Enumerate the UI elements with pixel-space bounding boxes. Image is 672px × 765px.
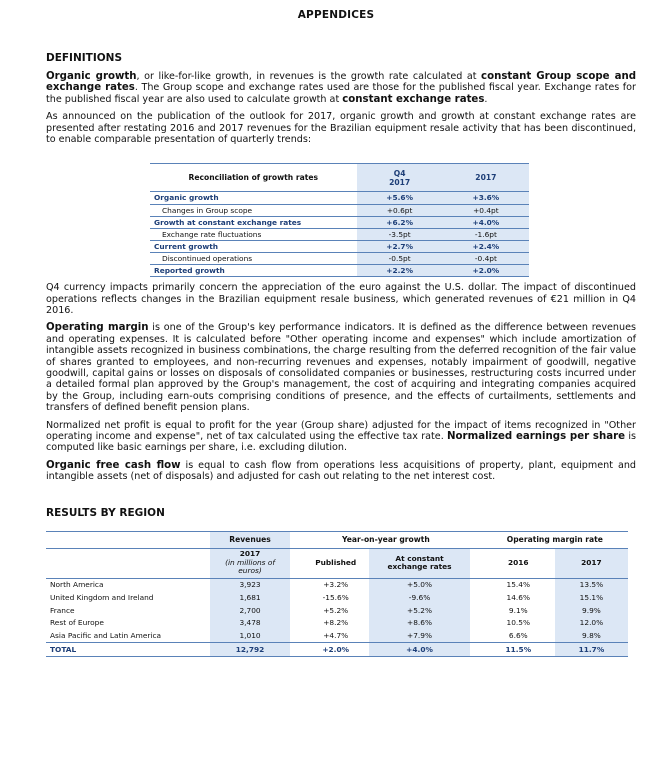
- region-sub-published: Published: [302, 548, 369, 578]
- fcf-paragraph: [46, 460, 636, 483]
- region-row-revenues: 2,700: [210, 604, 290, 617]
- recon-header-q4-line1: Q4: [393, 168, 406, 178]
- region-row-label: Rest of Europe: [50, 618, 104, 628]
- recon-row-label: Discontinued operations: [150, 252, 357, 264]
- region-sub-constant-2: exchange rates: [387, 562, 452, 572]
- normalized-text-2: is computed like basic earnings per share, i.e. excluding dilution.: [46, 430, 636, 454]
- region-row-published: +5.2%: [323, 605, 349, 615]
- region-row-published: +4.7%: [323, 630, 349, 640]
- region-heading: RESULTS BY REGION: [46, 506, 165, 519]
- region-sub-revenues: [210, 548, 290, 578]
- region-row-m2016: 15.4%: [506, 580, 531, 590]
- recon-row-label: Exchange rate fluctuations: [150, 228, 357, 240]
- region-row-m2016: 14.6%: [506, 592, 531, 602]
- recon-header-label: Reconciliation of growth rates: [150, 164, 357, 192]
- region-sub-rev-unit-2: euros): [238, 566, 262, 576]
- region-row-constant: +5.0%: [369, 578, 469, 591]
- region-row-m2016: 9.1%: [508, 605, 528, 615]
- organic-growth-paragraph: [46, 71, 636, 105]
- recon-row-label: Current growth: [150, 240, 357, 252]
- fcf-text: is equal to cash flow from operations less acquisitions of property, plant, equipment and intangible assets (net of disposals) and adjusted for cash out relating to the net interest cost.: [46, 459, 637, 483]
- region-total-published: +2.0%: [302, 642, 369, 656]
- fcf-term: Organic free cash flow: [46, 459, 181, 471]
- region-row-constant: +8.6%: [369, 616, 469, 629]
- normalized-eps-term: Normalized earnings per share: [447, 430, 626, 442]
- region-row-m2017: 15.1%: [555, 591, 628, 604]
- region-row-published: +3.2%: [323, 580, 349, 590]
- region-total-m2016: 11.5%: [482, 642, 555, 656]
- region-row-m2016: 10.5%: [506, 618, 531, 628]
- region-row-m2017: 9.9%: [555, 604, 628, 617]
- definitions-heading: DEFINITIONS: [46, 52, 123, 64]
- region-row-m2017: 12.0%: [555, 616, 628, 629]
- recon-header-q4: [357, 164, 443, 192]
- region-total-m2017: 11.7%: [555, 642, 628, 656]
- recon-row-2017: -0.4pt: [443, 252, 529, 264]
- recon-row-q4: +2.7%: [357, 240, 443, 252]
- recon-row-fx-fluctuations: [150, 228, 529, 240]
- recon-row-q4: +5.6%: [357, 192, 443, 204]
- region-sub-constant: [369, 548, 469, 578]
- operating-margin-term: Operating margin: [46, 322, 149, 334]
- document-body: [46, 52, 636, 657]
- recon-row-2017: +3.6%: [443, 192, 529, 204]
- organic-growth-text-2: . The Group scope and exchange rates used are those for the published fiscal year. Exchange rates for the published fiscal year are also used to calculate growth at: [46, 82, 636, 105]
- organic-growth-text-3: .: [484, 93, 488, 105]
- organic-growth-term: Organic growth: [46, 71, 137, 82]
- organic-growth-bold-2: constant exchange rates: [342, 93, 485, 105]
- region-row-rest-of-europe: [46, 616, 628, 629]
- region-row-label: United Kingdom and Ireland: [50, 592, 154, 602]
- recon-row-2017: +0.4pt: [443, 204, 529, 216]
- region-row-m2017: 13.5%: [555, 578, 628, 591]
- region-row-published: +8.2%: [323, 618, 349, 628]
- region-row-label: Asia Pacific and Latin America: [50, 630, 162, 640]
- recon-row-q4: +0.6pt: [357, 204, 443, 216]
- region-group-yoy: Year-on-year growth: [302, 531, 470, 548]
- region-row-published: -15.6%: [322, 592, 349, 602]
- region-total-revenues: 12,792: [210, 642, 290, 656]
- region-row-constant: +5.2%: [369, 604, 469, 617]
- region-row-france: [46, 604, 628, 617]
- recon-header-q4-line2: 2017: [389, 177, 411, 187]
- recon-row-2017: +4.0%: [443, 216, 529, 228]
- region-row-north-america: [46, 578, 628, 591]
- region-corner-cell: [46, 531, 210, 548]
- organic-growth-bold-1: constant Group scope and exchange rates: [46, 71, 636, 94]
- normalized-paragraph: [46, 420, 636, 454]
- region-row-constant: -9.6%: [369, 591, 469, 604]
- reconciliation-table-wrapper: [150, 163, 529, 277]
- recon-row-label: Growth at constant exchange rates: [150, 216, 357, 228]
- recon-row-q4: +6.2%: [357, 216, 443, 228]
- recon-row-reported-growth: [150, 265, 529, 277]
- reconciliation-table: [150, 163, 529, 277]
- region-sub-2016: 2016: [482, 548, 555, 578]
- region-row-revenues: 1,010: [210, 629, 290, 642]
- recon-row-2017: +2.4%: [443, 240, 529, 252]
- region-row-uk-ireland: [46, 591, 628, 604]
- recon-row-constant-fx: [150, 216, 529, 228]
- recon-row-2017: +2.0%: [443, 265, 529, 277]
- region-group-revenues: Revenues: [210, 531, 290, 548]
- region-row-constant: +7.9%: [369, 629, 469, 642]
- region-corner-cell-2: [46, 548, 210, 578]
- recon-row-organic-growth: [150, 192, 529, 204]
- region-sub-rev-year: 2017: [239, 549, 261, 559]
- region-sub-2017: 2017: [555, 548, 628, 578]
- region-row-revenues: 1,681: [210, 591, 290, 604]
- region-row-revenues: 3,478: [210, 616, 290, 629]
- recon-row-label: Reported growth: [150, 265, 357, 277]
- region-row-revenues: 3,923: [210, 578, 290, 591]
- region-row-m2016: 6.6%: [508, 630, 528, 640]
- recon-row-group-scope: [150, 204, 529, 216]
- region-group-margin: Operating margin rate: [482, 531, 628, 548]
- recon-row-q4: +2.2%: [357, 265, 443, 277]
- operating-margin-paragraph: [46, 322, 636, 413]
- q4-note-paragraph: Q4 currency impacts primarily concern the appreciation of the euro against the U.S. dollar. The impact of discontinued operations reflects changes in the Brazilian equipment resale business, which generated revenues of €21 million in Q4 2016.: [46, 282, 636, 316]
- organic-growth-text-1: , or like-for-like growth, in revenues is the growth rate calculated at: [136, 71, 482, 82]
- recon-row-label: Changes in Group scope: [150, 204, 357, 216]
- recon-row-q4: -3.5pt: [357, 228, 443, 240]
- recon-row-discontinued: [150, 252, 529, 264]
- recon-row-current-growth: [150, 240, 529, 252]
- announcement-paragraph: As announced on the publication of the outlook for 2017, organic growth and growth at constant exchange rates are presented after restating 2016 and 2017 revenues for the Brazilian equipment resale activity that has been discontinued, to enable comparable presentation of quarterly trends:: [46, 111, 636, 146]
- page-title: APPENDICES: [297, 9, 375, 21]
- recon-row-label: Organic growth: [150, 192, 357, 204]
- recon-row-2017: -1.6pt: [443, 228, 529, 240]
- recon-header-2017: 2017: [443, 164, 529, 192]
- region-total-label: TOTAL: [46, 642, 210, 656]
- region-row-m2017: 9.8%: [555, 629, 628, 642]
- region-row-label: France: [50, 605, 75, 615]
- region-table: [46, 531, 628, 657]
- region-total-constant: +4.0%: [369, 642, 469, 656]
- operating-margin-text: is one of the Group's key performance indicators. It is defined as the difference between revenues and operating expenses. It is calculated before "Other operating income and expenses" which include amortization of intangible assets recognized in business combinations, the charge resulting from the deferred recognition of the fair value of shares granted to employees, and non-recurring revenues and expenses, notably impairment of goodwill, negative goodwill, capital gains or losses on disposals of consolidated companies or businesses, restructuring costs incurred under a detailed formal plan approved by the Group's management, the cost of acquiring and integrating companies acquired by the Group, including earn-outs comprising conditions of presence, and the effects of curtailments, settlements and transfers of defined benefit pension plans.: [46, 322, 636, 414]
- region-row-apac-latam: [46, 629, 628, 642]
- region-sub-constant-1: At constant: [395, 553, 444, 563]
- region-row-total: [46, 642, 628, 656]
- region-row-label: North America: [50, 580, 104, 590]
- region-sub-rev-unit-1: (in millions of: [225, 557, 275, 567]
- normalized-text-1: Normalized net profit is equal to profit for the year (Group share) adjusted for the impact of items recognized in "Other operating income and expense", net of tax calculated using the effective tax rate.: [46, 419, 636, 442]
- recon-row-q4: -0.5pt: [357, 252, 443, 264]
